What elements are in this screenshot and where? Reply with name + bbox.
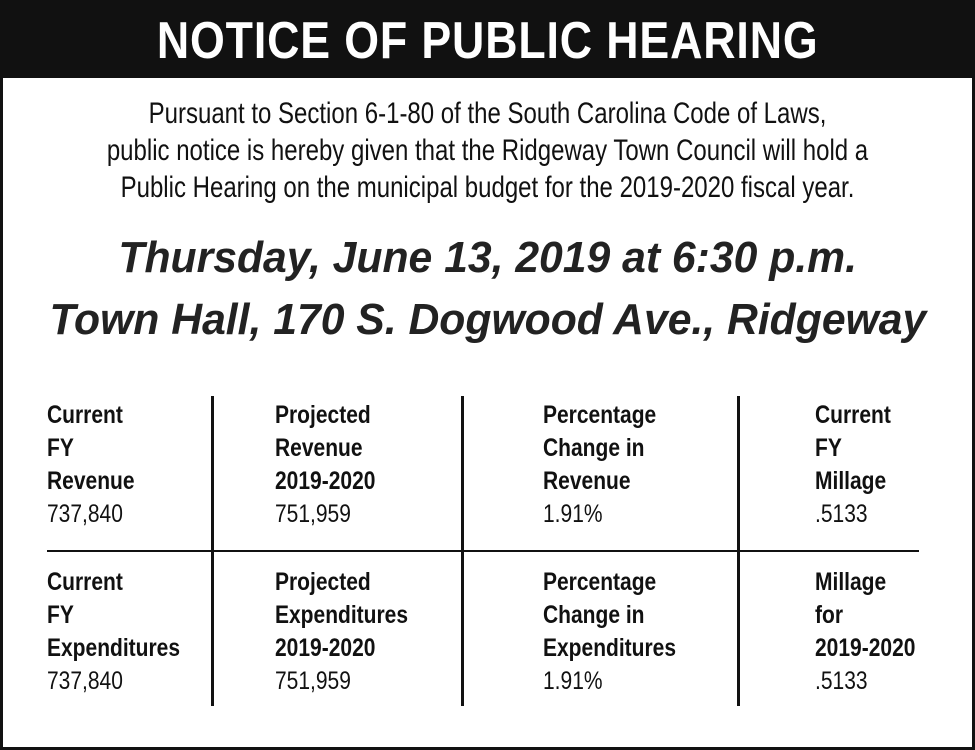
cell-value: 737,840 <box>47 500 123 528</box>
cell-label: Projected <box>275 568 371 596</box>
cell-value: 1.91% <box>543 667 603 695</box>
budget-table <box>3 3 972 747</box>
cell-label: 2019-2020 <box>815 634 916 662</box>
cell-label: Change in <box>543 601 645 629</box>
intro-line: Pursuant to Section 6-1-80 of the South Carolina Code of Laws, <box>148 97 827 130</box>
current-fy-revenue-cell <box>47 399 135 531</box>
hearing-location-text: Town Hall, 170 S. Dogwood Ave., Ridgeway <box>49 295 926 344</box>
cell-label: Revenue <box>543 467 631 495</box>
cell-label: FY <box>47 601 74 629</box>
cell-value: 751,959 <box>275 500 351 528</box>
hearing-datetime-text: Thursday, June 13, 2019 at 6:30 p.m. <box>118 233 857 282</box>
cell-label: Current <box>815 401 891 429</box>
cell-label: Expenditures <box>275 601 409 629</box>
cell-label: Current <box>47 401 123 429</box>
intro-line: public notice is hereby given that the Ridgeway Town Council will hold a <box>106 134 869 167</box>
cell-label: FY <box>47 434 74 462</box>
millage-2019-2020-cell <box>815 566 915 698</box>
cell-label: Expenditures <box>47 634 181 662</box>
cell-value: 1.91% <box>543 500 603 528</box>
cell-label: Projected <box>275 401 371 429</box>
cell-label: FY <box>815 434 842 462</box>
projected-revenue-cell <box>275 399 375 531</box>
cell-label: Millage <box>815 568 887 596</box>
percentage-change-expenditures-cell <box>543 566 676 698</box>
row-divider <box>47 550 919 552</box>
cell-label: Millage <box>815 467 887 495</box>
cell-label: Revenue <box>275 434 363 462</box>
cell-label: Change in <box>543 434 645 462</box>
current-fy-expenditures-cell <box>47 566 180 698</box>
current-fy-millage-cell <box>815 399 891 531</box>
cell-value: 751,959 <box>275 667 351 695</box>
cell-label: 2019-2020 <box>275 467 376 495</box>
cell-label: for <box>815 601 843 629</box>
notice-title: NOTICE OF PUBLIC HEARING <box>156 11 819 70</box>
cell-value: .5133 <box>815 500 868 528</box>
cell-value: 737,840 <box>47 667 123 695</box>
projected-expenditures-cell <box>275 566 408 698</box>
cell-label: Current <box>47 568 123 596</box>
cell-label: Percentage <box>543 401 657 429</box>
cell-value: .5133 <box>815 667 868 695</box>
cell-label: Percentage <box>543 568 657 596</box>
cell-label: 2019-2020 <box>275 634 376 662</box>
cell-label: Revenue <box>47 467 135 495</box>
percentage-change-revenue-cell <box>543 399 656 531</box>
intro-line: Public Hearing on the municipal budget for the 2019-2020 fiscal year. <box>120 171 855 204</box>
cell-label: Expenditures <box>543 634 677 662</box>
